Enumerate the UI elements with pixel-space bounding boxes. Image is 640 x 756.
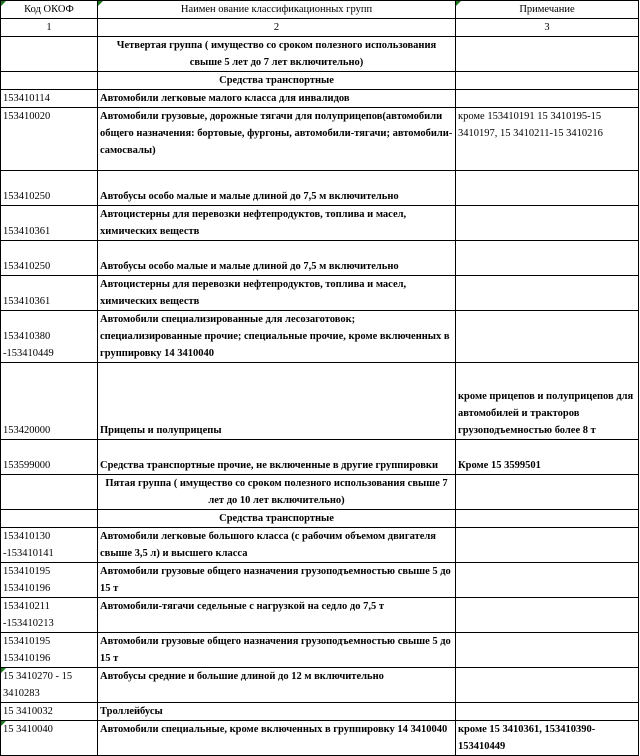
table-row bbox=[1, 668, 639, 703]
code-cell bbox=[1, 72, 98, 90]
code-cell bbox=[1, 475, 98, 510]
note-cell: кроме 15 3410361, 153410390-153410449 bbox=[456, 721, 639, 756]
table-row bbox=[1, 108, 639, 171]
group-heading: Пятая группа ( имущество со сроком полезного использования свыше 7 лет до 10 лет включительно) bbox=[98, 475, 456, 510]
note-cell bbox=[456, 563, 639, 598]
table-row bbox=[1, 363, 639, 440]
header-name: Наимен ование классификационных групп bbox=[98, 1, 456, 19]
table-row bbox=[1, 721, 639, 756]
name-cell: Автомобили легковые большого класса (с рабочим объемом двигателя свыше 3,5 л) и высшего класса bbox=[98, 528, 456, 563]
name-cell: Автоцистерны для перевозки нефтепродуктов, топлива и масел, химических веществ bbox=[98, 206, 456, 241]
code-cell: 153410380 -153410449 bbox=[1, 311, 98, 363]
code-cell: 153410250 bbox=[1, 171, 98, 206]
note-cell bbox=[456, 37, 639, 72]
group-heading: Четвертая группа ( имущество со сроком полезного использования свыше 5 лет до 7 лет включительно) bbox=[98, 37, 456, 72]
code-cell: 153410361 bbox=[1, 206, 98, 241]
column-number-3: 3 bbox=[456, 19, 639, 37]
note-cell bbox=[456, 598, 639, 633]
name-cell: Автобусы особо малые и малые длиной до 7,5 м включительно bbox=[98, 241, 456, 276]
code-cell: 153410114 bbox=[1, 90, 98, 108]
header-code: Код ОКОФ bbox=[1, 1, 98, 19]
header-note: Примечание bbox=[456, 1, 639, 19]
name-cell: Автомобили грузовые общего назначения грузоподъемностью свыше 5 до 15 т bbox=[98, 633, 456, 668]
code-cell: 153410195 153410196 bbox=[1, 563, 98, 598]
group-heading-row bbox=[1, 475, 639, 510]
table-row bbox=[1, 276, 639, 311]
table-row bbox=[1, 598, 639, 633]
note-cell bbox=[456, 241, 639, 276]
name-cell: Автоцистерны для перевозки нефтепродуктов, топлива и масел, химических веществ bbox=[98, 276, 456, 311]
code-cell: 15 3410270 - 15 3410283 bbox=[1, 668, 98, 703]
name-cell: Автобусы средние и большие длиной до 12 м включительно bbox=[98, 668, 456, 703]
name-cell: Автомобили легковые малого класса для инвалидов bbox=[98, 90, 456, 108]
note-cell bbox=[456, 311, 639, 363]
code-cell: 15 3410040 bbox=[1, 721, 98, 756]
code-cell: 15 3410032 bbox=[1, 703, 98, 721]
column-number-1: 1 bbox=[1, 19, 98, 37]
note-cell bbox=[456, 171, 639, 206]
code-cell: 153599000 bbox=[1, 440, 98, 475]
header-row bbox=[1, 1, 639, 19]
group-heading-row bbox=[1, 37, 639, 72]
table-row bbox=[1, 563, 639, 598]
name-cell: Автомобили грузовые, дорожные тягачи для полуприцепов(автомобили общего назначения: бортовые, фургоны, автомобили-тягачи; автомобили-самосвалы) bbox=[98, 108, 456, 171]
code-cell: 153410020 bbox=[1, 108, 98, 171]
section-heading-row bbox=[1, 510, 639, 528]
code-cell bbox=[1, 37, 98, 72]
code-cell: 153410130 -153410141 bbox=[1, 528, 98, 563]
section-heading: Средства транспортные bbox=[98, 510, 456, 528]
code-cell: 153410361 bbox=[1, 276, 98, 311]
table-row bbox=[1, 440, 639, 475]
code-cell: 153410250 bbox=[1, 241, 98, 276]
note-cell bbox=[456, 72, 639, 90]
code-cell: 153410195 153410196 bbox=[1, 633, 98, 668]
note-cell: Кроме 15 3599501 bbox=[456, 440, 639, 475]
column-number-row bbox=[1, 19, 639, 37]
note-cell: кроме 153410191 15 3410195-15 3410197, 15 3410211-15 3410216 bbox=[456, 108, 639, 171]
name-cell: Автомобили специальные, кроме включенных в группировку 14 3410040 bbox=[98, 721, 456, 756]
column-number-2: 2 bbox=[98, 19, 456, 37]
note-cell bbox=[456, 90, 639, 108]
name-cell: Средства транспортные прочие, не включенные в другие группировки bbox=[98, 440, 456, 475]
note-cell bbox=[456, 703, 639, 721]
table-row bbox=[1, 311, 639, 363]
code-cell: 153420000 bbox=[1, 363, 98, 440]
name-cell: Автомобили-тягачи седельные с нагрузкой на седло до 7,5 т bbox=[98, 598, 456, 633]
code-cell: 153410211 -153410213 bbox=[1, 598, 98, 633]
table-row bbox=[1, 703, 639, 721]
note-cell bbox=[456, 475, 639, 510]
table-row bbox=[1, 241, 639, 276]
section-heading: Средства транспортные bbox=[98, 72, 456, 90]
name-cell: Прицепы и полуприцепы bbox=[98, 363, 456, 440]
table-row bbox=[1, 171, 639, 206]
table-row bbox=[1, 633, 639, 668]
section-heading-row bbox=[1, 72, 639, 90]
table-row bbox=[1, 206, 639, 241]
note-cell bbox=[456, 633, 639, 668]
note-cell bbox=[456, 510, 639, 528]
name-cell: Автомобили специализированные для лесозаготовок; специализированные прочие; специальные прочие, кроме включенных в группировку 14 3410040 bbox=[98, 311, 456, 363]
table-row bbox=[1, 90, 639, 108]
name-cell: Троллейбусы bbox=[98, 703, 456, 721]
table-row bbox=[1, 528, 639, 563]
name-cell: Автомобили грузовые общего назначения грузоподъемностью свыше 5 до 15 т bbox=[98, 563, 456, 598]
note-cell: кроме прицепов и полуприцепов для автомобилей и тракторов грузоподъемностью более 8 т bbox=[456, 363, 639, 440]
note-cell bbox=[456, 276, 639, 311]
name-cell: Автобусы особо малые и малые длиной до 7,5 м включительно bbox=[98, 171, 456, 206]
note-cell bbox=[456, 206, 639, 241]
code-cell bbox=[1, 510, 98, 528]
note-cell bbox=[456, 668, 639, 703]
note-cell bbox=[456, 528, 639, 563]
